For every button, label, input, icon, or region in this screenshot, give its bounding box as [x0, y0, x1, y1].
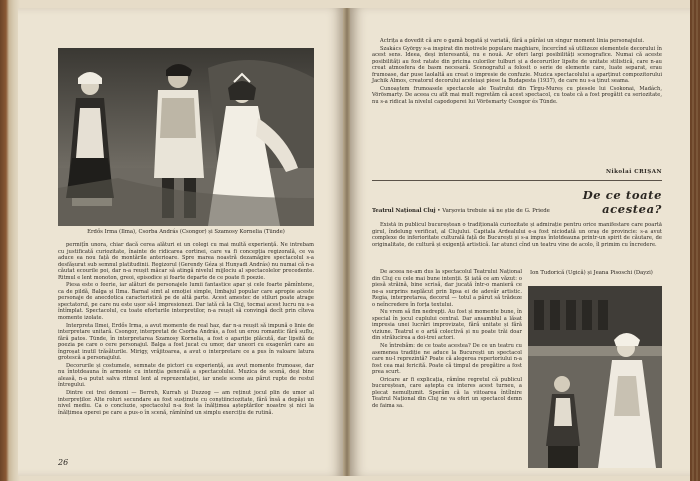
- play-title: • Varșovia trebuie să ne știe de G. Priede: [435, 208, 550, 214]
- article-intro: [372, 222, 662, 268]
- paragraph: Oricare ar fi explicația, rămîne regretul că publicul bucureștean, care aștepta cu interes acest turneu, a plecat nemulțumit. Sperăm că la viitoarea întîlnire Teatrul Național din Cluj ne va oferi un spectacol demn de faima sa.: [372, 376, 522, 409]
- paragraph: Există în publicul bucureștean o tradițională curiozitate și admirație pentru orice manifestare care poartă girul, îndelung verificat, al Clujului. Capitala Ardealului e-a fost niciodată un oraș de provincie: s-a avut complexe de inferioritate culturală față de București și s-a impus întotdeauna printr-un spirit de căutare, de originalitate, de cultură și exigență artistică. Iar atunci cînd un teatru vine de acolo, îl primim cu încredere.: [372, 222, 662, 248]
- page-edges: [690, 0, 700, 481]
- author-signature: Nikolai CRIȘAN: [605, 169, 662, 175]
- stage-photo-left: [58, 48, 314, 226]
- theatre-name: Teatrul Național Cluj: [372, 208, 436, 214]
- paragraph: Actrița a dovedit că are o gamă bogată și variată, fără a părăsi un singur moment linia personajului.: [380, 38, 645, 44]
- article-subhead: [372, 208, 662, 214]
- stage-photo-right: [528, 286, 662, 468]
- paragraph: permițîn unora, chiar dacă cerea alături ei un colegi cu mai multă experiență. Ne intrebam cu justificată curiozitate, înainte de ridicarea cortinei, care va fi concepția regizorală, ce va aduce ea nou față de montările anterioare. Spre marea noastră dezamăgire spectacolul s-a desfășurat sub semnul platitudinii. Regizorul (Gerendy Géza și Hunyadi András) nu numai că n-a căutat ecourile poi, dar n-a reușit măcar să atingă nivelul mijlociu al spectacolelor precedente. Ritmul e lent monoton, greoi, episodice și foarte departe de ce poate fi poezie.: [58, 242, 314, 281]
- paragraph: Cunoaștem frumoasele spectacole ale Teatrului din Tîrgu-Mureș cu piesele lui Csokonai, Madách, Vörösmarty. De aceea cu atît mai mult regretăm că acest spectacol, cu toate că a fost pregătit cu seriozitate, nu s-a ridicat la nivelul capodoperei lui Vörösmarty Csongor és Tünde.: [372, 85, 662, 105]
- paragraph: Piesa este o feerie, iar alături de personajele lumii fantastice apar și cele foarte pămîntene, ca de pildă, Balga și Ilma. Barnal simt al emoției simple, limbajul popular care apropie aceste personaje de anecdotica caracteristică pe de altă parte. Acest amestec de stiluri poate atrage spectatorul, pe care nu este ușor să-l impresionezi. Dar iată că la Cluj, tocmai acest lucru nu s-a întîmplat. Spectacolul, cu toate eforturile interpretilor, n-a reușit să convingă decît prin cîteva momente izolate.: [58, 282, 314, 322]
- paragraph: Decorurile și costumele, semnate de pictori cu experiență, au avut momente frumoase, dar nu întotdeauna în armonie cu intenția generală a spectacolului. Muzica de scenă, deși bine aleasă, n-a putut salva ritmul lent al reprezentației, iar unele scene au părut rupte de restul întregului.: [58, 362, 314, 389]
- photo-caption: Erdős Irma (Ilma), Csorba András (Csongor) și Szamosy Kornelia (Tünde): [87, 229, 285, 235]
- article-heading: De ce toate acestea?: [582, 188, 662, 216]
- section-divider: [372, 180, 662, 181]
- left-page: [18, 8, 344, 476]
- paragraph: Dintre cei trei demoni — Berreh, Kurrah și Duzzog — am reținut jocul plin de umor al interpreților. Alte roluri secundare au fost susținute cu conștiinciozitate, fără însă a depăși un nivel mediu. Ca o concluzie, spectacolul n-a fost la înălțimea așteptărilor noastre și nici la înălțimea operei pe care a pus-o în scenă, rămînînd un simplu exercițiu de rutină.: [58, 390, 314, 416]
- paragraph: De aceea ne-am dus la spectacolul Teatrului Național din Cluj cu cele mai bune intenții. Și iată ce am văzut: o piesă străină, bine scrisă, dar jucată într-o manieră ce ne-a surprins neplăcut prin lipsa ei de adevăr artistic. Regia, interpretarea, decorul — totul a părut să trădeze o neîncredere în forța textului.: [372, 269, 522, 308]
- article-body: [372, 269, 522, 469]
- right-top-text: [372, 38, 662, 106]
- paragraph: Ne întrebăm: de ce toate acestea? De ce un teatru cu asemenea tradiție ne aduce la București un spectacol care nu-l reprezintă? Poate că alegerea repertoriului n-a fost cea mai fericită. Poate că timpul de pregătire a fost prea scurt.: [372, 343, 522, 376]
- paragraph: Nu vrem să fim nedrepți. Au fost și momente bune, în special în jocul cuplului central. Dar ansamblul a lăsat impresia unei lucrări improvizate, fără unitate și fără viziune. Teatrul e o artă colectivă și nu poate trăi doar din strălucirea a doi-trei actori.: [372, 309, 522, 342]
- left-body-text: [58, 242, 314, 417]
- page-number: 26: [58, 458, 69, 467]
- photo-caption: Ion Tudorică (Ugică) și Jeana Pisoschi (Dayzi): [530, 270, 653, 276]
- right-page: [350, 8, 690, 476]
- paragraph: Szakács György s-a inspirat din motivele populare maghiare, încercînd să utilizeze elementele decorului în acest sens. Ideea, deși interesantă, nu e nouă. Ar oferi largi posibilități scenografice. Numai că aceste posibilități au fost ratate din pricina culorilor tulburi și a decorurilor lipsite de unitate stilistică, care n-au creat atmosfera de basm necesară. Scenograful a folosit o serie de elemente care, luate separat, erau frumoase, dar puse laolaltă au creat o impresie de confuzie. Muzica spectacolului a aparținut compozitorului Jachik Almos, creatorul decorului aceleiași piese la Budapesta (1937), de care nu s-a ținut seama.: [372, 45, 662, 85]
- paragraph: Interpreta Ilmei, Erdős Irma, a avut momente de real haz, dar n-a reușit să impună o linie de interpretare unitară. Csongor, interpretat de Csorba András, a fost un erou romantic fără suflu, fără patos. Tünde, în interpretarea Szamosy Kornelia, a fost o apariție plăcută, dar lipsită de poezia pe care o cere personajul. Balga a fost jucat cu umor, dar uneori cu exagerări care au îngroșat inutil trăsăturile. Mirigy, vrăjitoarea, a avut o interpretare ce a pus în valoare latura grotescă a personajului.: [58, 322, 314, 362]
